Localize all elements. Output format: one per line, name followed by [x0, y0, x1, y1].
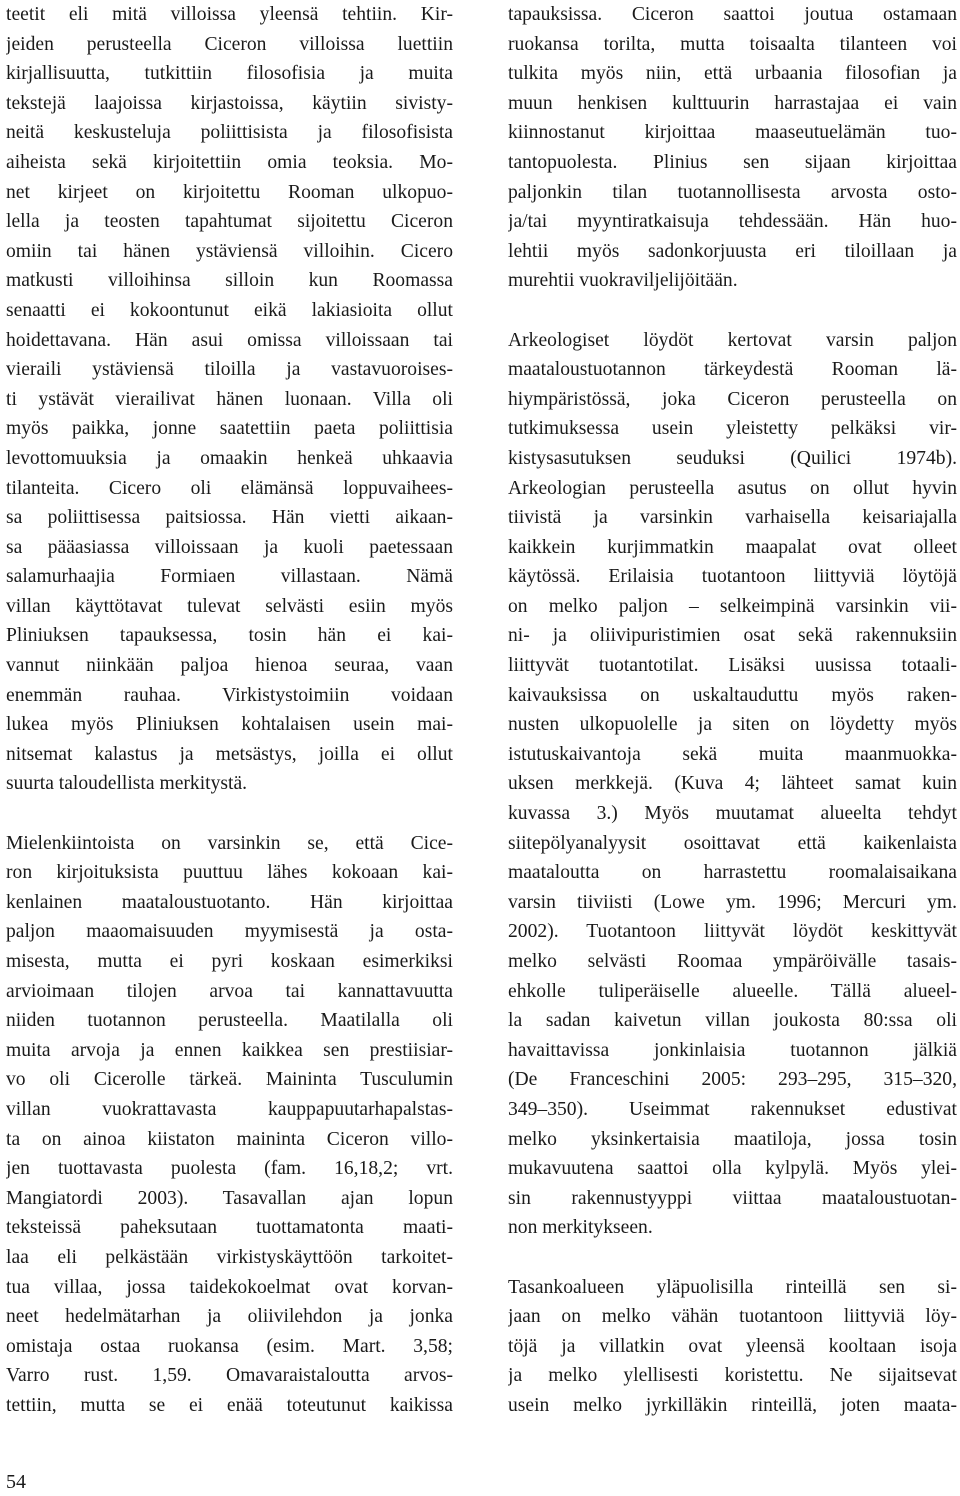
text-line: jen tuottavasta puolesta (fam. 16,18,2; vrt. [6, 1158, 453, 1180]
text-line: ti ystävät vierailivat hänen luonaan. Villa oli [6, 388, 453, 410]
text-line: villan käyttötavat tulevat selvästi esiin myös [6, 595, 453, 617]
text-line: tantopuolesta. Plinius sen sijaan kirjoittaa [508, 151, 957, 173]
text-line: sin rakennustyyppi viittaa maataloustuotan- [508, 1187, 957, 1209]
text-line: jaan on melko vähän tuotantoon liittyviä löy- [508, 1306, 957, 1328]
text-line: omistaja ostaa ruokansa (esim. Mart. 3,58; [6, 1335, 453, 1357]
text-line: teksteissä paheksutaan tuottamatonta maati- [6, 1217, 453, 1239]
text-line: ron kirjoituksista puuttuu lähes kokoaan kai- [6, 862, 453, 884]
text-line: siitepölyanalyysit osoittavat että kaikenlaista [508, 832, 957, 854]
text-line: mukavuutena saattoi olla kylpylä. Myös ylei- [508, 1158, 957, 1180]
text-line: maataloutta on harrastettu roomalaisaikana [508, 862, 957, 884]
paragraph [508, 0, 957, 296]
text-line: paljon maaomaisuuden myymisestä ja osta- [6, 921, 453, 943]
text-line: neet hedelmätarhan ja oliivilehdon ja jonka [6, 1306, 453, 1328]
text-line: niiden tuotannon perusteella. Maatilalla oli [6, 1010, 453, 1032]
paragraph [508, 326, 957, 1243]
text-line: ja/tai myyntiratkaisuja tehdessään. Hän huo- [508, 211, 957, 233]
text-line: 2002). Tuotantoon liittyvät löydöt keskittyvät [508, 921, 957, 943]
text-line: senaatti ei kokoontunut eikä lakiasioita ollut [6, 299, 453, 321]
text-line: on melko paljon – selkeimpinä varsinkin vii- [508, 595, 957, 617]
text-line: muita arvoja ja ennen kaikkea sen prestiisiar- [6, 1039, 453, 1061]
text-line: lukea myös Pliniuksen kohtalaisen usein mai- [6, 714, 453, 736]
text-line: ja melko ylellisesti koristettu. Ne sijaitsevat [508, 1365, 957, 1387]
text-line: myös paikka, jonne saatettiin paeta poliittisia [6, 418, 453, 440]
text-line: vannut niinkään paljoa hienoa seuraa, vaan [6, 655, 453, 677]
text-line: sa pääasiassa villoissaan ja kuoli paetessaan [6, 536, 453, 558]
text-line: tapauksissa. Ciceron saattoi joutua ostamaan [508, 4, 957, 25]
text-line: net kirjeet on kirjoitettu Rooman ulkopuo- [6, 181, 453, 203]
text-line: Varro rust. 1,59. Omavaraistaloutta arvos- [6, 1365, 453, 1387]
text-line: lehtii myös sadonkorjuusta eri tiloillaan ja [508, 240, 957, 262]
text-line: kaivauksissa on uskaltauduttu myös raken- [508, 684, 957, 706]
text-line: kiinnostanut kirjoittaa maaseutuelämän tuo- [508, 122, 957, 144]
paragraph [6, 0, 453, 799]
text-line: maataloustuotannon tärkeydestä Rooman lä- [508, 359, 957, 381]
text-line: omiin tai hänen ystäviensä villoihin. Cicero [6, 240, 453, 262]
text-line: matkusti villoihinsa silloin kun Roomassa [6, 270, 453, 292]
text-line: enemmän rauhaa. Virkistystoimiin voidaan [6, 684, 453, 706]
text-line: hiympäristössä, joka Ciceron perusteella on [508, 388, 957, 410]
text-line: ehkolle tuliperäiselle alueelle. Tällä alueel- [508, 980, 957, 1002]
text-line: Mielenkiintoista on varsinkin se, että Cice- [6, 832, 453, 854]
text-line: ta on ainoa kiistaton maininta Ciceron villo- [6, 1128, 453, 1150]
text-line: vo oli Cicerolle tärkeä. Maininta Tusculumin [6, 1069, 453, 1091]
text-line: laa eli pelkästään virkistyskäyttöön tarkoitet- [6, 1246, 453, 1268]
paragraph-gap [6, 799, 453, 829]
text-line: teetit eli mitä villoissa yleensä tehtiin. Kir- [6, 4, 453, 25]
text-line: tiivistä ja varsinkin varhaisella keisariajalla [508, 507, 957, 529]
text-line: varsin tiiviisti (Lowe ym. 1996; Mercuri ym. [508, 891, 957, 913]
text-line: vieraili ystäviensä tiloilla ja vastavuoroises- [6, 359, 453, 381]
text-line: tutkimuksessa usein yleistetty pelkäksi vir- [508, 418, 957, 440]
text-line: tettiin, mutta se ei enää toteutunut kaikissa [6, 1394, 453, 1416]
text-line: levottomuuksia ja omaakin henkeä uhkaavia [6, 447, 453, 469]
text-line: salamurhaajia Formiaen villastaan. Nämä [6, 566, 453, 588]
paragraph [6, 829, 453, 1421]
text-line: havaittavissa jonkinlaisia tuotannon jälkiä [508, 1039, 957, 1061]
text-line: nitsemat kalastus ja metsästys, joilla ei ollut [6, 743, 453, 765]
text-line: Mangiatordi 2003). Tasavallan ajan lopun [6, 1187, 453, 1209]
text-line: istutuskaivantoja sekä muita maanmuokka- [508, 743, 957, 765]
text-line: melko selvästi Roomaa ympäröivälle tasais- [508, 951, 957, 972]
right-text-column [508, 0, 957, 1421]
text-line: Tasankoalueen yläpuolisilla rinteillä sen si- [508, 1276, 957, 1298]
text-line: suurta taloudellista merkitystä. [6, 773, 248, 795]
text-line: Arkeologiset löydöt kertovat varsin paljon [508, 329, 957, 351]
text-line: jeiden perusteella Ciceron villoissa luettiin [6, 33, 453, 55]
text-line: neitä keskusteluja poliittisista ja filosofisista [6, 122, 453, 144]
text-line: tua villaa, jossa taidekokoelmat ovat korvan- [6, 1276, 453, 1298]
text-line: uksen merkkejä. (Kuva 4; lähteet samat kuin [508, 773, 957, 795]
text-line: 349–350). Useimmat rakennukset edustivat [508, 1098, 957, 1120]
page-number: 54 [6, 1471, 26, 1493]
left-text-column [6, 0, 453, 1421]
text-line: (De Franceschini 2005: 293–295, 315–320, [508, 1069, 957, 1091]
text-line: kuvassa 3.) Myös muutamat alueelta tehdyt [508, 803, 957, 825]
text-line: sa poliittisessa paitsiossa. Hän vietti aikaan- [6, 507, 453, 529]
text-line: hoidettavana. Hän asui omissa villoissaan tai [6, 329, 453, 351]
text-line: kaikkein kurjimmatkin maapalat ovat olleet [508, 536, 957, 558]
text-line: liittyvät tuotantotilat. Lisäksi uusissa totaali- [508, 655, 957, 677]
text-line: villan vuokrattavasta kauppapuutarhapalstas- [6, 1098, 453, 1120]
text-line: murehtii vuokraviljelijöitään. [508, 270, 738, 292]
text-line: töjä ja villatkin ovat yleensä kooltaan isoja [508, 1335, 957, 1357]
text-line: usein melko jyrkilläkin rinteillä, joten maata- [508, 1394, 957, 1416]
text-line: tekstejä laajoissa kirjastoissa, käytiin sivisty- [6, 92, 453, 114]
text-line: lella ja teosten tapahtumat sijoitettu Ciceron [6, 211, 453, 233]
text-line: käytössä. Erilaisia tuotantoon liittyviä löytöjä [508, 566, 957, 588]
text-line: Pliniuksen tapauksessa, tosin hän ei kai- [6, 625, 453, 647]
text-line: la sadan kaivetun villan joukosta 80:ssa oli [508, 1010, 957, 1032]
paragraph [508, 1273, 957, 1421]
text-line: kenlainen maataloustuotanto. Hän kirjoittaa [6, 891, 453, 913]
text-line: Arkeologian perusteella asutus on ollut hyvin [508, 477, 957, 499]
text-line: tilanteita. Cicero oli elämänsä loppuvaihees- [6, 477, 453, 499]
text-line: kistysasutuksen seuduksi (Quilici 1974b). [508, 447, 957, 469]
text-line: arvioimaan tilojen arvoa tai kannattavuutta [6, 980, 453, 1002]
text-line: ni- ja oliivipuristimien osat sekä rakennuksiin [508, 625, 957, 647]
text-line: kirjallisuutta, tutkittiin filosofisia ja muita [6, 63, 453, 85]
text-line: paljonkin tilan tuotannollisesta arvosta osto- [508, 181, 957, 203]
text-line: tulkita myös niin, että urbaania filosofian ja [508, 63, 957, 85]
text-line: misesta, mutta ei pyri koskaan esimerkiksi [6, 951, 453, 972]
text-line: non merkitykseen. [508, 1217, 653, 1239]
paragraph-gap [508, 1243, 957, 1273]
text-line: aiheista sekä kirjoitettiin omia teoksia. Mo- [6, 151, 453, 173]
text-line: muun henkisen kulttuurin harrastajaa ei vain [508, 92, 957, 114]
text-line: ruokansa torilta, mutta toisaalta tilanteen voi [508, 33, 957, 55]
text-line: melko yksinkertaisia maatiloja, jossa tosin [508, 1128, 957, 1150]
text-line: nusten ulkopuolelle ja siten on löydetty myös [508, 714, 957, 736]
paragraph-gap [508, 296, 957, 326]
